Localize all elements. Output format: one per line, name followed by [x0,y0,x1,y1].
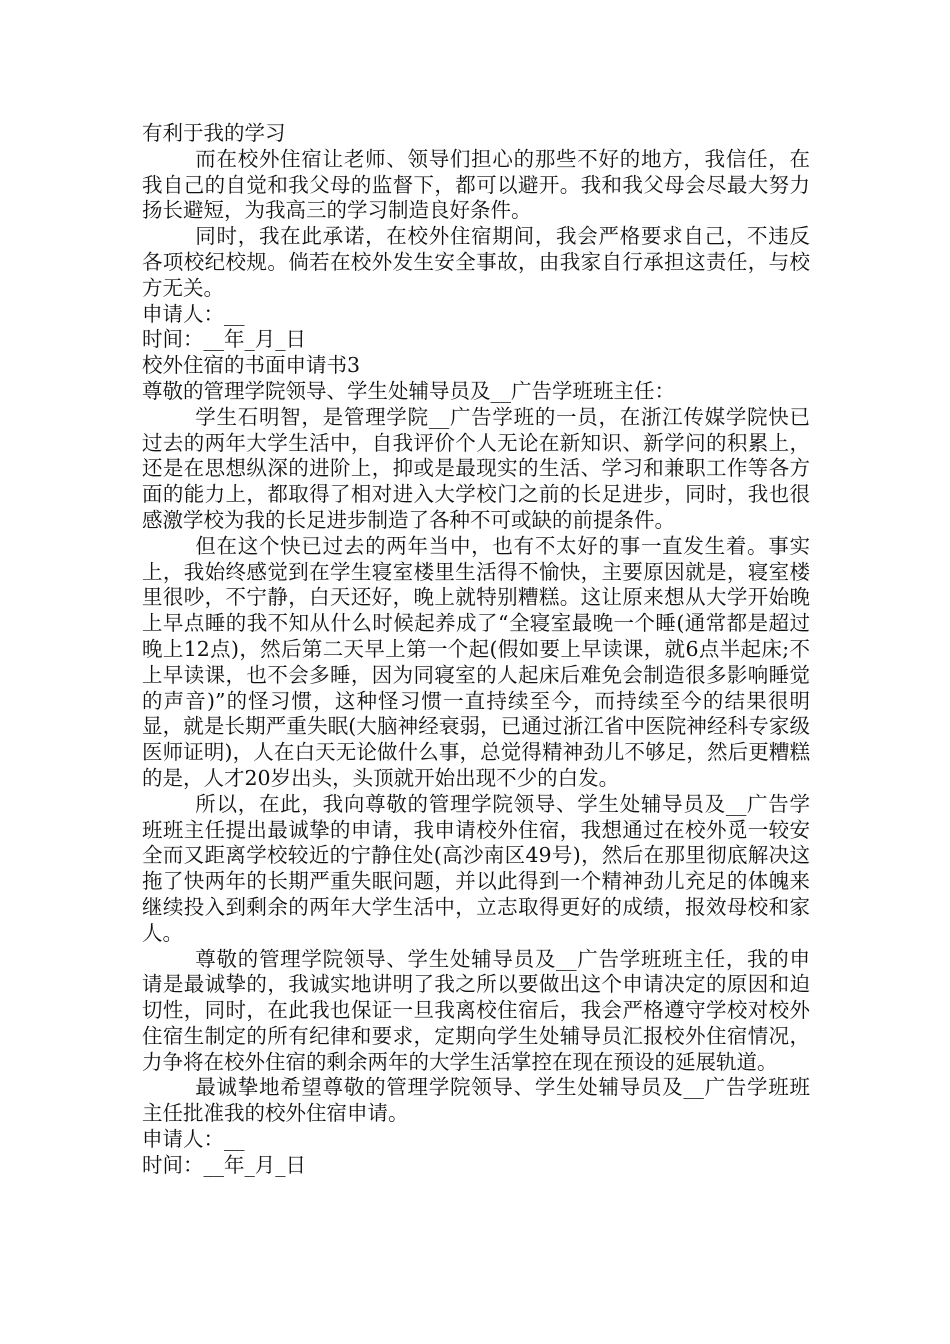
date-line: 时间：__年_月_日 [142,327,306,352]
paragraph: 尊敬的管理学院领导、学生处辅导员及__广告学班班主任，我的申请是最诚挚的，我诚实地讲明了我之所以要做出这个申请决定的原因和迫切性，同时，在此我也保证一旦我离校住宿后，我会严格遵守学校对校外住宿生制定的所有纪律和要求，定期向学生处辅导员汇报校外住宿情况，力争将在校外住宿的剩余两年的大学生活掌控在现在预设的延展轨道。 [142,946,810,1074]
paragraph: 所以，在此，我向尊敬的管理学院领导、学生处辅导员及__广告学班班主任提出最诚挚的申请，我申请校外住宿，我想通过在校外觅一较安全而又距离学校较近的宁静住处(高沙南区49号)，然后在那里彻底解决这拖了快两年的长期严重失眠问题，并以此得到一个精神劲儿充足的体魄来继续投入到剩余的两年大学生活中，立志取得更好的成绩，报效母校和家人。 [142,791,810,945]
paragraph: 同时，我在此承诺，在校外住宿期间，我会严格要求自己，不违反各项校纪校规。倘若在校外发生安全事故，由我家自行承担这责任，与校方无关。 [142,224,810,300]
paragraph: 而在校外住宿让老师、领导们担心的那些不好的地方，我信任，在我自己的自觉和我父母的监督下，都可以避开。我和我父母会尽最大努力扬长避短，为我高三的学习制造良好条件。 [142,146,810,223]
applicant-line: 申请人：__ [142,1127,245,1152]
document-body [142,121,810,1179]
paragraph: 但在这个快已过去的两年当中，也有不太好的事一直发生着。事实上，我始终感觉到在学生寝室楼里生活得不愉快，主要原因就是，寝室楼里很吵，不宁静，白天还好，晚上就特别糟糕。这让原来想从大学开始晚上早点睡的我不知从什么时候起养成了“全寝室最晚一个睡(通常都是超过晚上12点)，然后第二天早上第一个起(假如要上早读课，就6点半起床;不上早读课，也不会多睡，因为同寝室的人起床后难免会制造很多影响睡觉的声音)”的怪习惯，这种怪习惯一直持续至今，而持续至今的结果很明显，就是长期严重失眠(大脑神经衰弱，已通过浙江省中医院神经科专家级医师证明)，人在白天无论做什么事，总觉得精神劲儿不够足，然后更糟糕的是，人才20岁出头，头顶就开始出现不少的白发。 [142,533,810,790]
applicant-line: 申请人：__ [142,301,245,326]
salutation: 尊敬的管理学院领导、学生处辅导员及__广告学班班主任： [142,378,675,403]
paragraph: 最诚挚地希望尊敬的管理学院领导、学生处辅导员及__广告学班班主任批准我的校外住宿申请。 [142,1075,810,1126]
paragraph-heading-fragment: 有利于我的学习 [142,121,286,145]
date-line: 时间：__年_月_日 [142,1152,306,1177]
paragraph: 学生石明智，是管理学院__广告学班的一员，在浙江传媒学院快已过去的两年大学生活中，自我评价个人无论在新知识、新学问的积累上，还是在思想纵深的进阶上，抑或是最现实的生活、学习和兼职工作等各方面的能力上，都取得了相对进入大学校门之前的长足进步，同时，我也很感激学校为我的长足进步制造了各种不可或缺的前提条件。 [142,404,810,532]
section-title: 校外住宿的书面申请书3 [142,353,361,378]
